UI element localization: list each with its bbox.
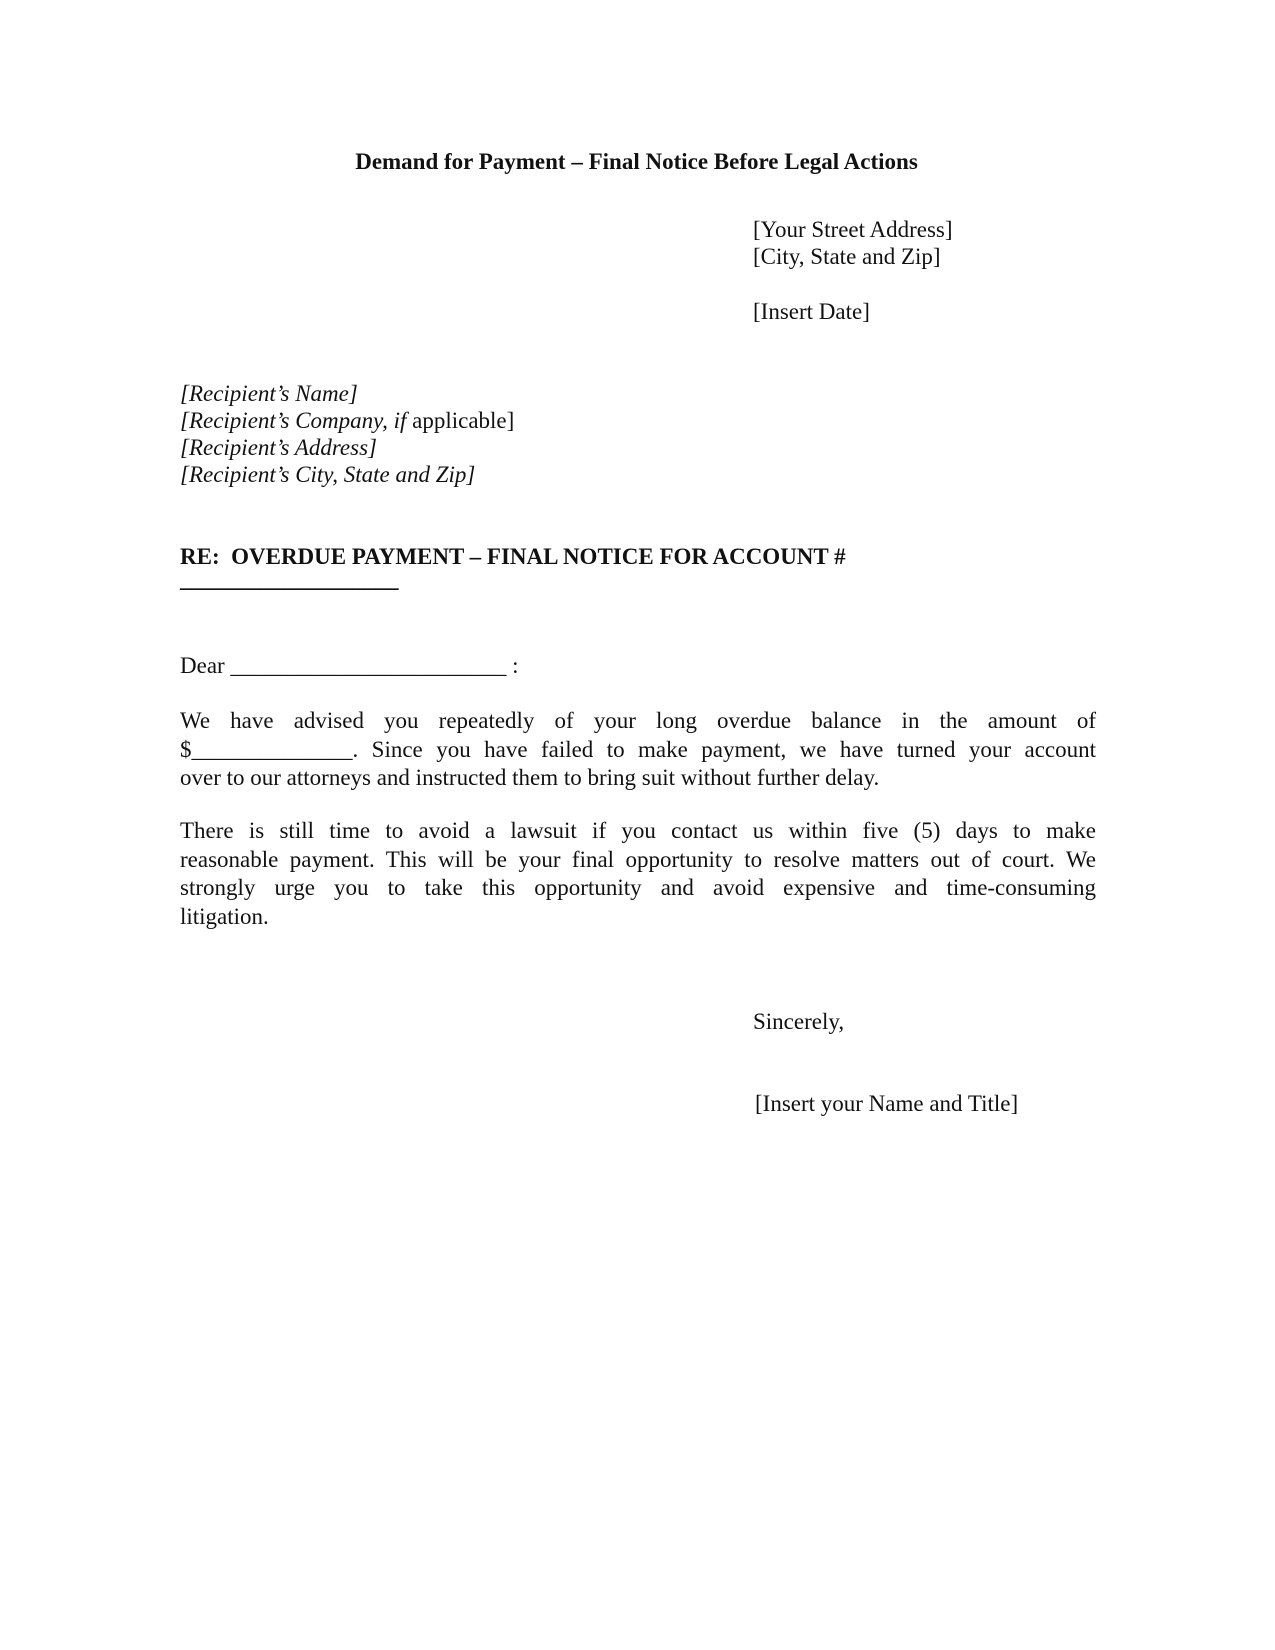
sender-street: [Your Street Address]	[753, 217, 953, 242]
re-subject-line: RE: OVERDUE PAYMENT – FINAL NOTICE FOR ACCOUNT #	[180, 544, 846, 569]
paragraph2-line: There is still time to avoid a lawsuit if you contact us within five (5) days to make	[180, 818, 1096, 843]
paragraph2-line: litigation.	[180, 904, 269, 930]
salutation: Dear ________________________ :	[180, 653, 519, 678]
recipient-company	[180, 407, 514, 435]
paragraph-final-opportunity	[180, 817, 1096, 932]
recipient-name: [Recipient’s Name]	[180, 381, 358, 406]
letter-title: Demand for Payment – Final Notice Before Legal Actions	[355, 149, 918, 174]
letter-date: [Insert Date]	[753, 299, 870, 324]
recipient-company-italic: [Recipient’s Company, if	[180, 408, 407, 433]
paragraph1-line: We have advised you repeatedly of your long overdue balance in the amount of	[180, 708, 1096, 733]
sender-city-state-zip: [City, State and Zip]	[753, 244, 941, 269]
recipient-city-state-zip: [Recipient’s City, State and Zip]	[180, 462, 476, 487]
paragraph-overdue-balance	[180, 707, 1096, 793]
signature-placeholder: [Insert your Name and Title]	[755, 1091, 1019, 1116]
recipient-address: [Recipient’s Address]	[180, 435, 377, 460]
recipient-company-tail: applicable]	[406, 408, 515, 433]
account-number-blank: ___________________	[180, 567, 399, 592]
closing: Sincerely,	[753, 1009, 845, 1034]
paragraph1-line: over to our attorneys and instructed them to bring suit without further delay.	[180, 765, 880, 791]
paragraph2-line: strongly urge you to take this opportunity and avoid expensive and time-consuming	[180, 875, 1096, 901]
paragraph1-line: $______________. Since you have failed to make payment, we have turned your account	[180, 736, 1096, 762]
paragraph2-line: reasonable payment. This will be your final opportunity to resolve matters out of court. We	[180, 846, 1096, 872]
